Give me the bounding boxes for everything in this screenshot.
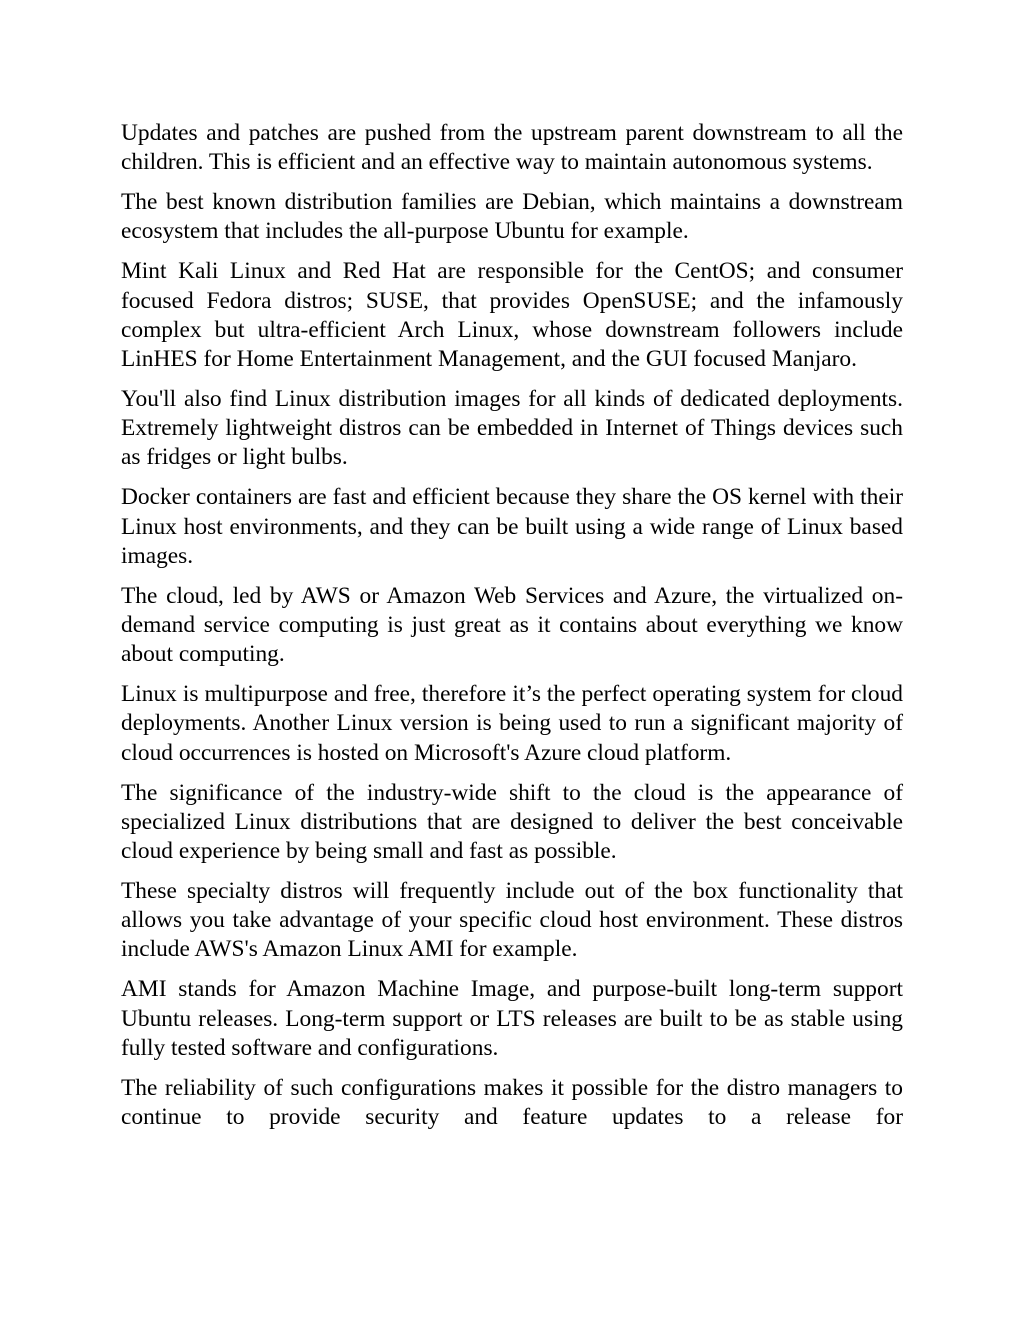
paragraph: The cloud, led by AWS or Amazon Web Services and Azure, the virtualized on-demand service computing is just great as it contains about everything we know about computing.: [121, 582, 903, 668]
paragraph: Updates and patches are pushed from the upstream parent downstream to all the children. This is efficient and an effective way to maintain autonomous systems.: [121, 120, 903, 176]
paragraph: AMI stands for Amazon Machine Image, and purpose-built long-term support Ubuntu releases. Long-term support or LTS releases are built to be as stable using fully tested software and configurations.: [121, 976, 903, 1061]
paragraph: The reliability of such configurations makes it possible for the distro managers to continue to provide security and feature updates to a release for: [121, 1074, 903, 1131]
paragraph: Linux is multipurpose and free, therefore it’s the perfect operating system for cloud deployments. Another Linux version is being used to run a significant majority of cloud occurrences is hosted on Microsoft's Azure cloud platform.: [121, 681, 903, 766]
paragraph: These specialty distros will frequently include out of the box functionality that allows you take advantage of your specific cloud host environment. These distros include AWS's Amazon Linux AMI for example.: [121, 878, 903, 963]
paragraph: Mint Kali Linux and Red Hat are responsible for the CentOS; and consumer focused Fedora distros; SUSE, that provides OpenSUSE; and the infamously complex but ultra-efficient Arch Linux, whose downstream followers include LinHES for Home Entertainment Management, and the GUI focused Manjaro.: [121, 258, 903, 373]
paragraph: Docker containers are fast and efficient because they share the OS kernel with their Linux host environments, and they can be built using a wide range of Linux based images.: [121, 484, 903, 569]
paragraph: The best known distribution families are Debian, which maintains a downstream ecosystem that includes the all-purpose Ubuntu for example.: [121, 189, 903, 245]
paragraph: The significance of the industry-wide shift to the cloud is the appearance of specialized Linux distributions that are designed to deliver the best conceivable cloud experience by being small and fast as possible.: [121, 779, 903, 865]
paragraph: You'll also find Linux distribution images for all kinds of dedicated deployments. Extremely lightweight distros can be embedded in Internet of Things devices such as fridges or light bulbs.: [121, 386, 903, 471]
document-page: [121, 119, 903, 1132]
